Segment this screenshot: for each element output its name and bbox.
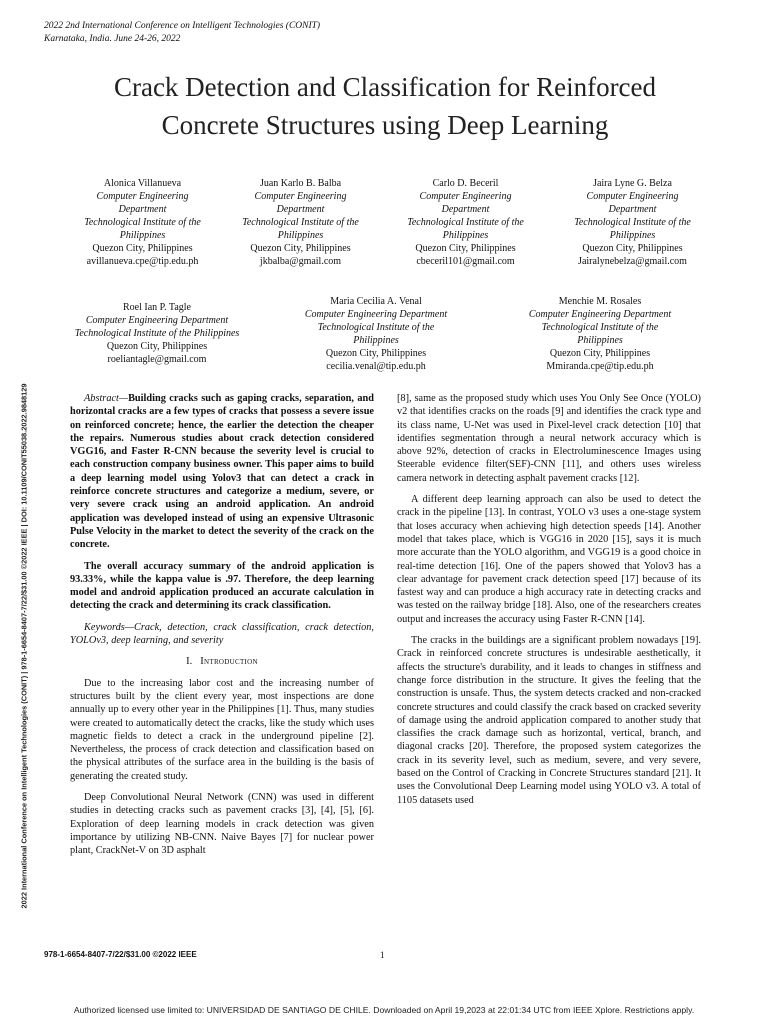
author-name: Alonica Villanueva [103, 178, 182, 189]
author-inst: Technological Institute of the Philippines [74, 328, 240, 339]
author-name: Carlo D. Beceril [432, 178, 499, 189]
author-dept: Computer Engineering Department [304, 309, 448, 320]
author-inst: Philippines [442, 230, 489, 241]
paper-title [40, 68, 730, 144]
author-city: Quezon City, Philippines [549, 348, 651, 359]
abstract-label: Abstract— [84, 393, 129, 404]
author-name: Menchie M. Rosales [558, 296, 642, 307]
author-name: Maria Cecilia A. Venal [330, 296, 422, 307]
author-block [285, 295, 467, 373]
conference-location: Karnataka, India. June 24-26, 2022 [44, 34, 181, 44]
left-column [70, 392, 374, 866]
title-line-1: Crack Detection and Classification for Reinforced [113, 72, 657, 102]
author-dept: Computer Engineering [419, 191, 512, 202]
right-column [397, 392, 701, 815]
keywords [70, 621, 374, 648]
author-dept: Computer Engineering [254, 191, 347, 202]
author-inst: Philippines [119, 230, 166, 241]
conference-header: 2022 2nd International Conference on Intelligent Technologies (CONIT) [44, 21, 321, 31]
author-dept: Department [276, 204, 325, 215]
author-name: Roel Ian P. Tagle [123, 302, 191, 313]
paragraph: Due to the increasing labor cost and the increasing number of structures built by the client every year, most inspections are done annually up to every other year in the Philippines [1]. Thus, many studies were created to automatically detect the cracks, like the study which uses magnetic fields to detect a crack in the underground pipeline [2]. Nevertheless, the process of crack detection and classification based on the physical attributes of the surface area in the building is the basis of generating the created study. [70, 677, 374, 782]
section-number: I. [186, 656, 193, 668]
author-email: avillanueva.cpe@tip.edu.ph [86, 256, 199, 267]
author-block [213, 177, 388, 268]
author-name: Jaira Lyne G. Belza [593, 178, 672, 189]
section-title: Introduction [200, 656, 258, 668]
paragraph: A different deep learning approach can also be used to detect the crack in the pipeline [13]. In contrast, YOLO v3 uses a one-stage system that loses accuracy when achieving high detection speeds [14]. Another model that takes place, which is VGG16 in 2020 [15], says it is much more accurate than the YOLO algorithm, and VGG19 is a good choice in real-time detection [16]. One of the papers showed that Yolov3 has a clear advantage for pavement crack detection speed [17] because of its fastest way and can produce a high accuracy rate in detecting cracks and was tested on the railway bridge [18]. Also, one of the researchers creates output and increases the accuracy using Faster R-CNN [14]. [397, 494, 701, 625]
author-email: Mmiranda.cpe@tip.edu.ph [546, 361, 654, 372]
author-name: Juan Karlo B. Balba [259, 178, 342, 189]
keywords-text: Crack, detection, crack classification, crack detection, YOLOv3, deep learning, and severity [70, 621, 374, 647]
page-number: 1 [380, 950, 385, 960]
abstract-text: Building cracks such as gaping cracks, separation, and horizontal cracks are a few types of cracks that possess a severe issue on reinforced concrete; hence, the earlier the detection the cheaper the repairs. Numerous studies about crack detection considered VGG16, and Faster R-CNN because the severity level is crucial to each construction company business owner. This paper aims to build a deep learning model using Yolov3 that can detect a crack in reinforce concrete structures and categorize a medium, severe, or very severe crack using an android application. An android application was developed instead of using an expensive Ultrasonic Pulse Velocity in the market to detect the severity of the crack on the concrete. [70, 393, 374, 551]
title-line-2: Concrete Structures using Deep Learning [161, 110, 609, 140]
author-dept: Computer Engineering Department [85, 315, 229, 326]
isbn-footer: 978-1-6654-8407-7/22/$31.00 ©2022 IEEE [44, 950, 197, 959]
author-inst: Philippines [609, 230, 656, 241]
author-block [55, 177, 230, 268]
paragraph: [8], same as the proposed study which uses You Only See Once (YOLO) v2 that identifies cracks on the roads [9] and identifies the crack type and its class name, U-Net was used in Pixel-level crack detection [10] that identifies segmentation through a neural network accuracy which is above 92%, detection of cracks in Electroluminescence Images using Steerable evidence filter(SEF)-CNN [11], and others uses wireless camera network in detecting asphalt pavement cracks [12]. [397, 393, 701, 484]
paragraph: The cracks in the buildings are a significant problem nowadays [19]. Crack in reinforced concrete structures is undesirable aesthetically, it affects the structure's durability, and it leads to changes in stiffness and change force distribution in the structure. It gives the feeling that the construction is unsafe. Thus, the system detects cracked and non-cracked concrete structures and could classify the crack based on cracked severity of damage using the android application compared to another study that classifies the crack damage such as horizontal, vertical, branch, and diagonal cracks [20]. Therefore, the proposed system categorizes the crack in its severity level, such as medium, severe, and very severe, based on the Control of Cracking in Concrete Structures standard [21]. It uses the Convolutional Deep Learning model using YOLO v3. A total of 1105 datasets used [397, 635, 701, 806]
author-email: jkbalba@gmail.com [259, 256, 342, 267]
author-city: Quezon City, Philippines [415, 243, 516, 254]
author-inst: Technological Institute of the [541, 322, 659, 333]
author-dept: Computer Engineering Department [528, 309, 672, 320]
section-heading [70, 655, 374, 668]
author-dept: Computer Engineering [586, 191, 679, 202]
author-inst: Philippines [277, 230, 324, 241]
author-inst: Technological Institute of the [407, 217, 524, 228]
abstract [70, 392, 374, 552]
author-email: roeliantagle@gmail.com [107, 354, 207, 365]
author-city: Quezon City, Philippines [92, 243, 193, 254]
author-city: Quezon City, Philippines [582, 243, 683, 254]
author-block [505, 295, 695, 373]
author-city: Quezon City, Philippines [250, 243, 351, 254]
author-inst: Philippines [353, 335, 399, 346]
author-email: cbeceril101@gmail.com [416, 256, 515, 267]
author-email: cecilia.venal@tip.edu.ph [326, 361, 426, 372]
author-inst: Technological Institute of the [317, 322, 435, 333]
sidebar-doi-text: 2022 International Conference on Intelligent Technologies (CONIT) | 978-1-6654-8407-7/22/$31.00 ©2022 IEEE | DOI: 10.1109/CONIT55038.2022.9848129 [19, 383, 29, 909]
author-inst: Technological Institute of the [574, 217, 691, 228]
abstract-results: The overall accuracy summary of the android application is 93.33%, while the kappa value is .97. Therefore, the deep learning model and android application produced an accurate calculation in detecting the crack and determining its crack classification. [70, 560, 374, 612]
author-inst: Philippines [577, 335, 623, 346]
author-city: Quezon City, Philippines [106, 341, 208, 352]
paragraph: Deep Convolutional Neural Network (CNN) was used in different studies in detecting cracks such as pavement cracks [3], [4], [5], [6]. Exploration of deep learning models in crack detection was given importance by utilizing NB-CNN. Naive Bayes [7] for nuclear power plant, CrackNet-V on 3D asphalt [70, 792, 374, 857]
author-block [52, 301, 262, 366]
sidebar-doi [15, 296, 33, 996]
author-block [545, 177, 720, 268]
author-dept: Department [118, 204, 167, 215]
author-dept: Department [441, 204, 490, 215]
author-inst: Technological Institute of the [242, 217, 359, 228]
license-notice: Authorized licensed use limited to: UNIVERSIDAD DE SANTIAGO DE CHILE. Downloaded on April 19,2023 at 22:01:34 UTC from IEEE Xplore. Restrictions apply. [73, 1005, 695, 1015]
author-dept: Computer Engineering [96, 191, 189, 202]
author-inst: Technological Institute of the [84, 217, 201, 228]
author-email: Jairalynebelza@gmail.com [578, 256, 687, 267]
author-dept: Department [608, 204, 657, 215]
author-city: Quezon City, Philippines [325, 348, 427, 359]
keywords-label: Keywords— [84, 621, 134, 633]
author-block [378, 177, 553, 268]
